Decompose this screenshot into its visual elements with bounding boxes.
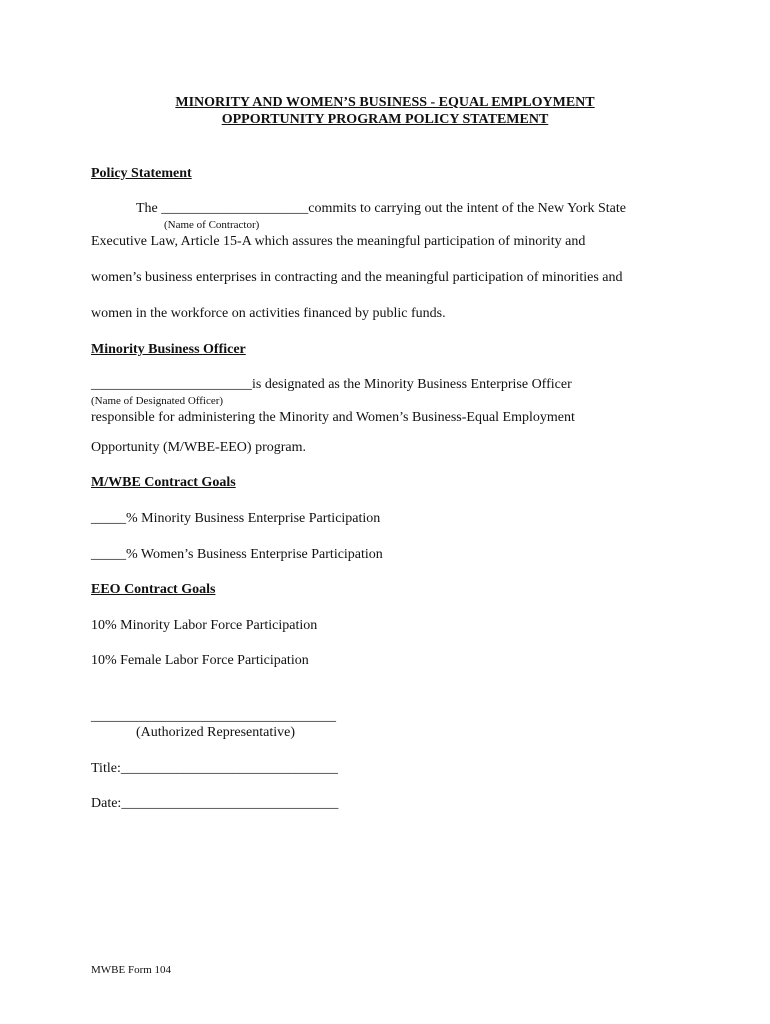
signature-line: ___________________________________	[91, 709, 336, 724]
policy-statement-heading: Policy Statement	[91, 166, 192, 181]
policy-line-2: Executive Law, Article 15-A which assures the meaningful participation of minority and	[91, 234, 586, 249]
title-field: Title:_______________________________	[91, 761, 338, 776]
contractor-name-caption: (Name of Contractor)	[164, 219, 260, 231]
officer-line-1: _______________________is designated as the Minority Business Enterprise Officer	[91, 377, 572, 392]
document-title-line-2: OPPORTUNITY PROGRAM POLICY STATEMENT	[221, 112, 549, 127]
designated-officer-caption: (Name of Designated Officer)	[91, 395, 224, 407]
officer-line-2: responsible for administering the Minority and Women’s Business-Equal Employment	[91, 410, 575, 425]
date-field: Date:_______________________________	[91, 796, 339, 811]
mbe-participation-item: _____% Minority Business Enterprise Participation	[91, 511, 381, 526]
female-labor-force-item: 10% Female Labor Force Participation	[91, 653, 309, 668]
minority-labor-force-item: 10% Minority Labor Force Participation	[91, 618, 318, 633]
authorized-representative-label: (Authorized Representative)	[136, 725, 295, 740]
officer-line-3: Opportunity (M/WBE-EEO) program.	[91, 440, 307, 455]
form-number-footer: MWBE Form 104	[91, 964, 172, 976]
eeo-contract-goals-heading: EEO Contract Goals	[91, 582, 216, 597]
policy-line-1: The _____________________commits to carrying out the intent of the New York State	[136, 201, 626, 216]
wbe-participation-item: _____% Women’s Business Enterprise Participation	[91, 547, 383, 562]
policy-line-3: women’s business enterprises in contracting and the meaningful participation of minorities and	[91, 270, 623, 285]
document-title-line-1: MINORITY AND WOMEN’S BUSINESS - EQUAL EMPLOYMENT	[175, 95, 595, 110]
mwbe-contract-goals-heading: M/WBE Contract Goals	[91, 475, 236, 490]
policy-line-4: women in the workforce on activities financed by public funds.	[91, 306, 446, 321]
minority-business-officer-heading: Minority Business Officer	[91, 342, 246, 357]
